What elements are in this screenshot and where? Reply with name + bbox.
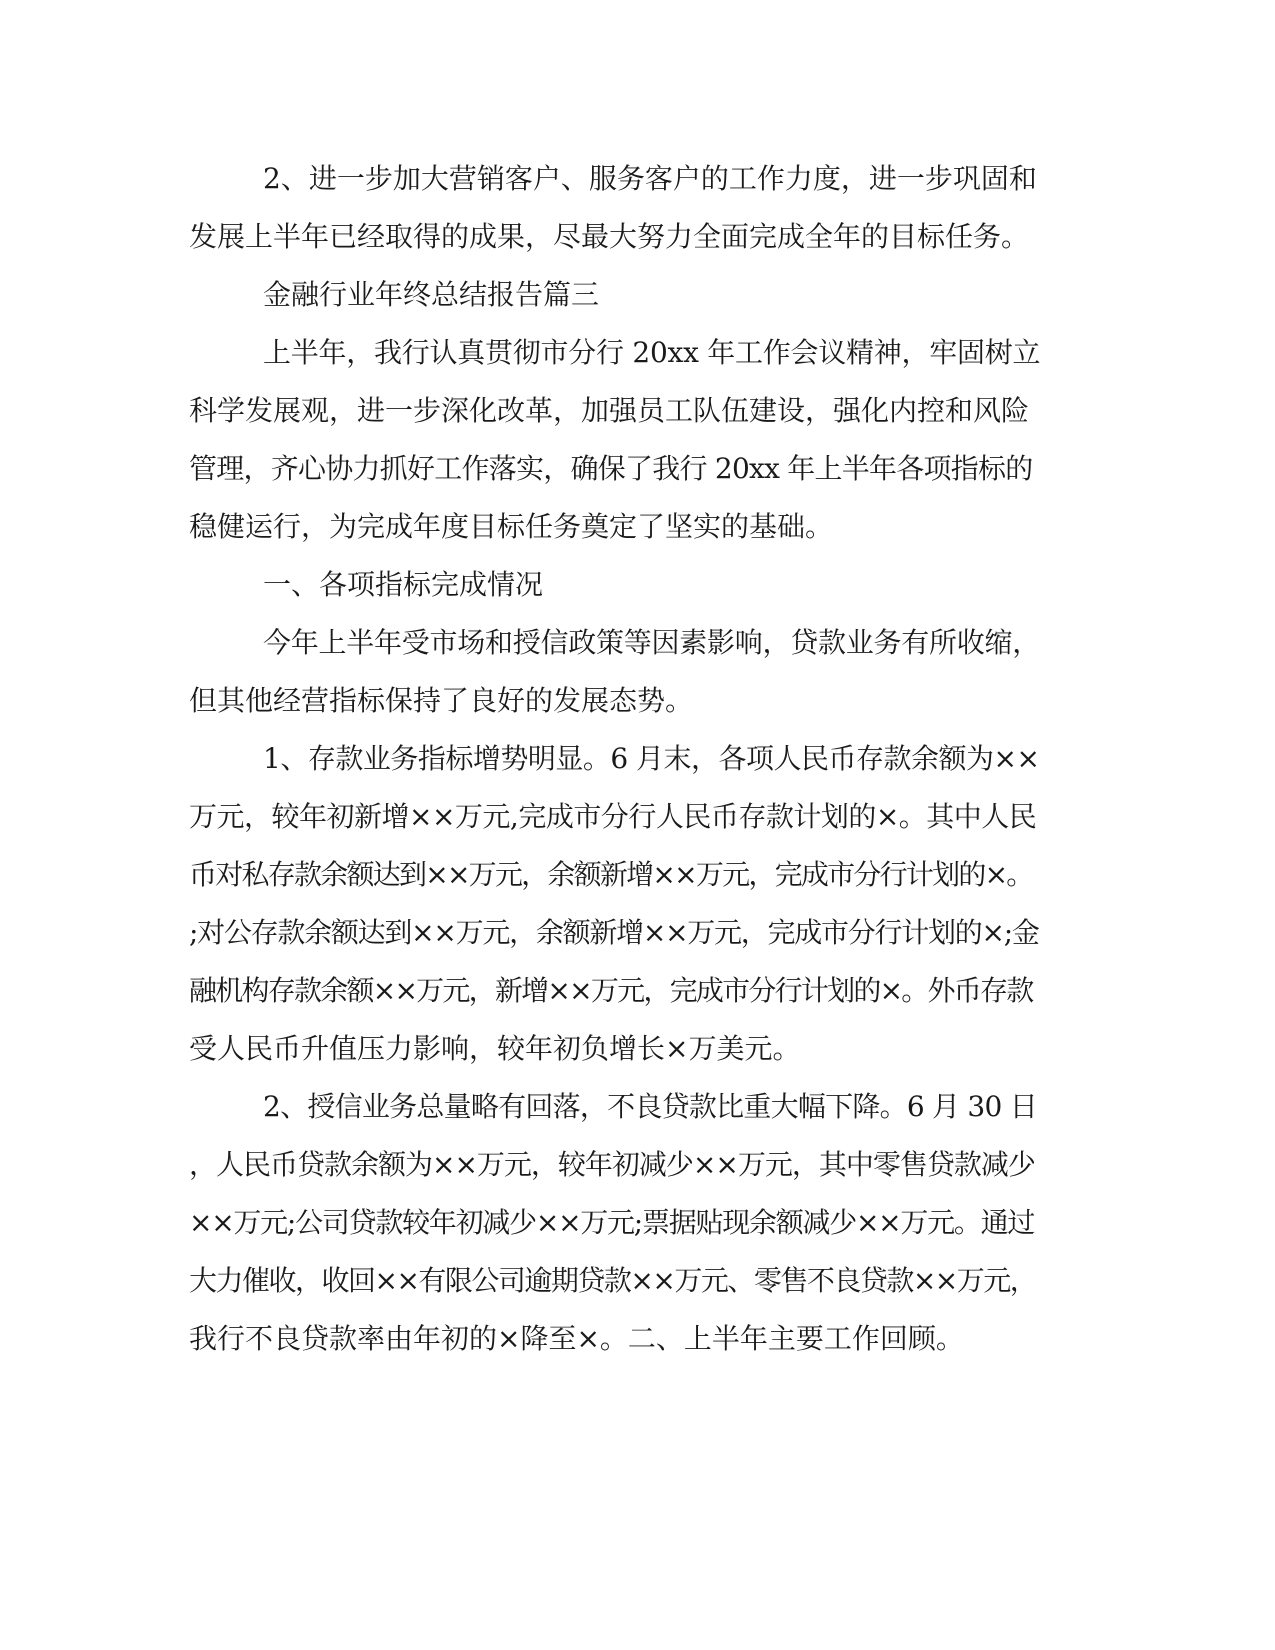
paragraph-line: 2、进一步加大营销客户、服务客户的工作力度，进一步巩固和 xyxy=(263,162,1037,195)
subsection-heading: 一、各项指标完成情况 xyxy=(263,568,544,601)
paragraph-line: 上半年，我行认真贯彻市分行 20xx 年工作会议精神，牢固树立 xyxy=(263,336,1041,369)
paragraph-line: 但其他经营指标保持了良好的发展态势。 xyxy=(189,684,694,717)
paragraph-line: ;对公存款余额达到××万元，余额新增××万元，完成市分行计划的×;金 xyxy=(189,916,1039,949)
paragraph-line: 大力催收，收回××有限公司逾期贷款××万元、零售不良贷款××万元， xyxy=(189,1264,1037,1297)
paragraph-line: 科学发展观，进一步深化改革，加强员工队伍建设，强化内控和风险 xyxy=(189,394,1030,427)
paragraph-line: ，人民币贷款余额为××万元，较年初减少××万元，其中零售贷款减少 xyxy=(189,1148,1035,1181)
paragraph-line: 我行不良贷款率由年初的×降至×。二、上半年主要工作回顾。 xyxy=(189,1322,964,1355)
paragraph-line: 稳健运行，为完成年度目标任务奠定了坚实的基础。 xyxy=(189,510,834,543)
paragraph-line: 万元，较年初新增××万元,完成市分行人民币存款计划的×。其中人民 xyxy=(189,800,1037,833)
paragraph-line: ××万元;公司贷款较年初减少××万元;票据贴现余额减少××万元。通过 xyxy=(189,1206,1035,1239)
paragraph-line: 币对私存款余额达到××万元，余额新增××万元，完成市分行计划的×。 xyxy=(189,858,1033,891)
paragraph-line: 2、授信业务总量略有回落，不良贷款比重大幅下降。6 月 30 日 xyxy=(263,1090,1037,1123)
paragraph-line: 融机构存款余额××万元，新增××万元，完成市分行计划的×。外币存款 xyxy=(189,974,1033,1007)
paragraph-line: 受人民币升值压力影响，较年初负增长×万美元。 xyxy=(189,1032,801,1065)
paragraph-line: 管理，齐心协力抓好工作落实，确保了我行 20xx 年上半年各项指标的 xyxy=(189,452,1033,485)
paragraph-line: 1、存款业务指标增势明显。6 月末，各项人民币存款余额为×× xyxy=(263,742,1040,775)
paragraph-line: 今年上半年受市场和授信政策等因素影响，贷款业务有所收缩， xyxy=(263,626,1041,659)
paragraph-line: 发展上半年已经取得的成果，尽最大努力全面完成全年的目标任务。 xyxy=(189,220,1030,253)
section-title: 金融行业年终总结报告篇三 xyxy=(263,278,600,311)
